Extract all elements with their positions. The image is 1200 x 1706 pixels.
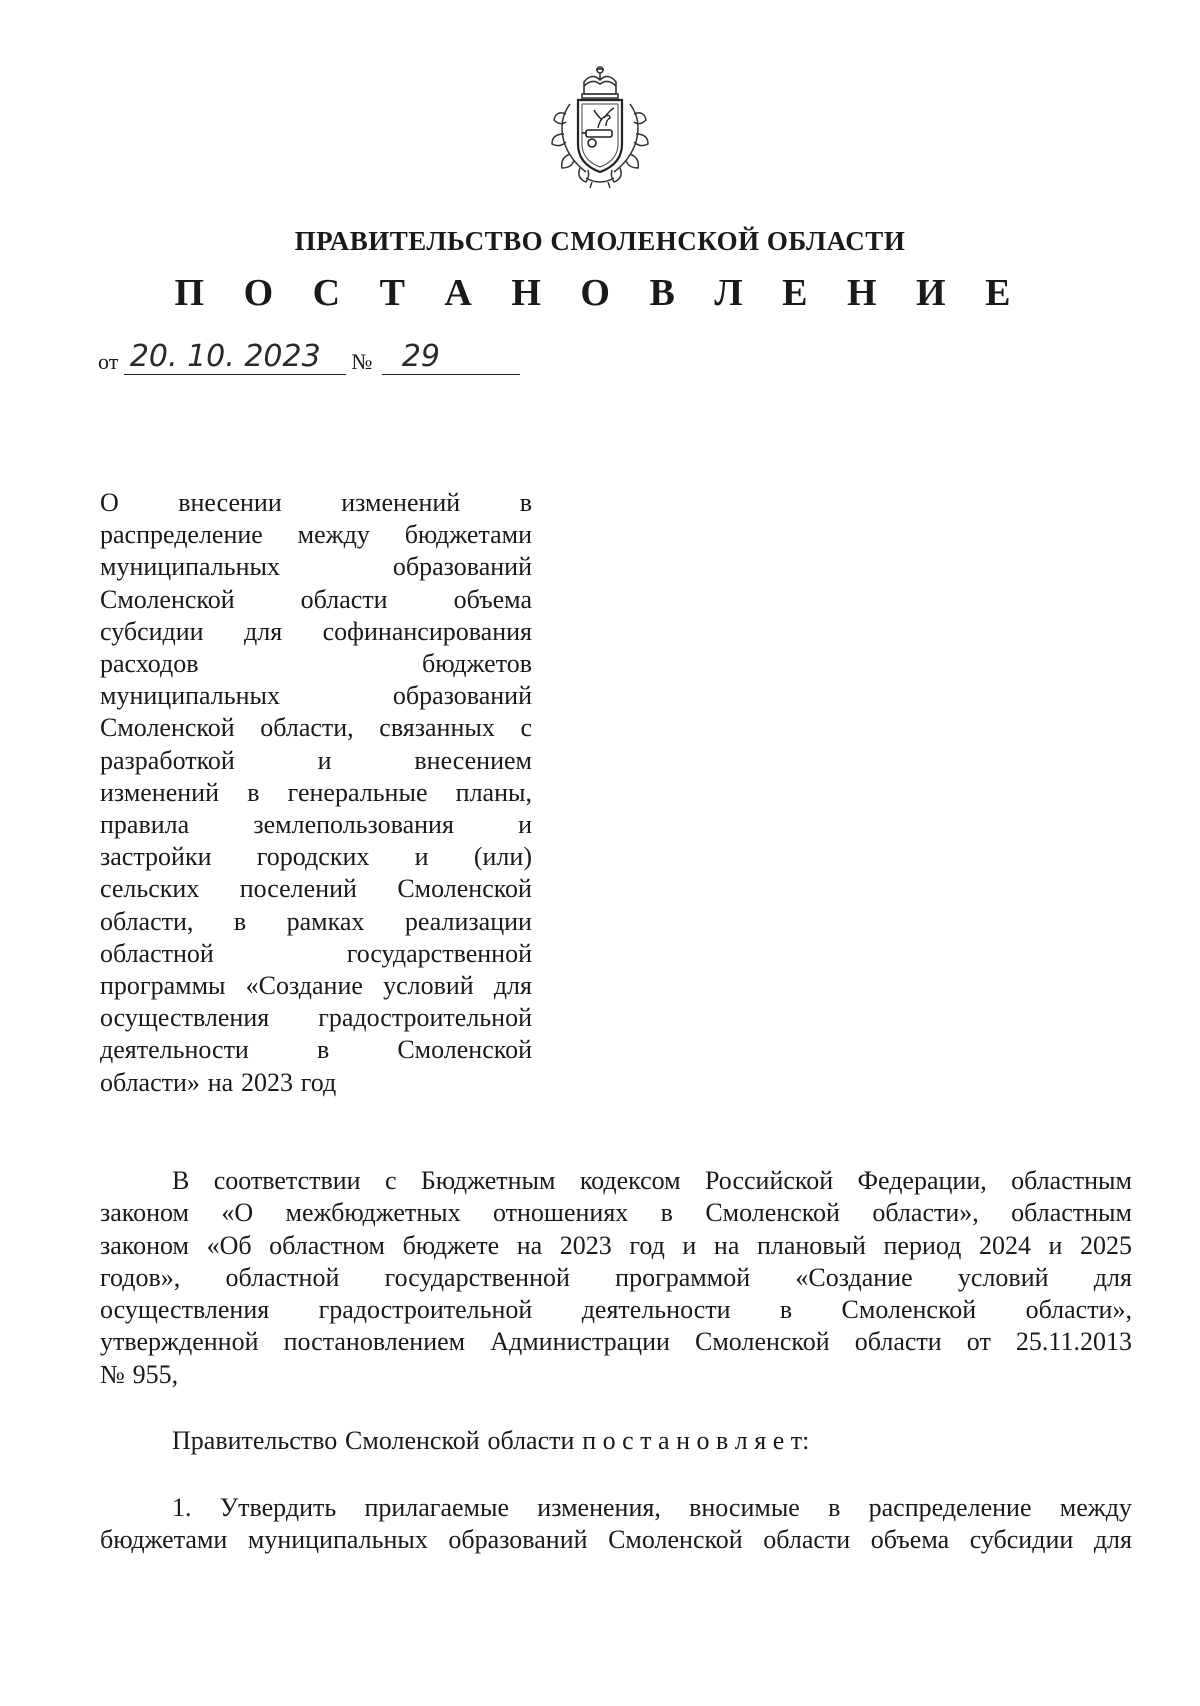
word: с: [384, 1166, 397, 1195]
word: бюджете: [402, 1230, 500, 1260]
word: связанных: [379, 713, 495, 743]
word: областным: [1011, 1166, 1132, 1195]
text-line: [100, 1326, 1132, 1358]
word: градостроительной: [318, 1295, 533, 1325]
word: бюджетами: [404, 520, 532, 550]
word: годов»,: [100, 1262, 181, 1292]
text-line: [100, 1230, 1132, 1262]
word: областным: [1011, 1198, 1132, 1228]
word: Смоленской: [345, 1426, 480, 1455]
word: области,: [100, 906, 194, 936]
word: год: [300, 1067, 337, 1097]
handwritten-date: 20. 10. 2023: [124, 340, 346, 375]
word: государственной: [346, 938, 532, 968]
word: законом: [100, 1198, 189, 1228]
number-prefix: №: [351, 349, 373, 374]
text-line: [100, 487, 532, 519]
word: области: [854, 1327, 942, 1357]
text-line: [100, 777, 532, 809]
word: и: [414, 842, 429, 872]
word: и: [518, 810, 532, 840]
word: от: [966, 1327, 991, 1357]
word: субсидии: [969, 1525, 1074, 1555]
word: внесением: [414, 745, 532, 775]
text-line: [100, 1524, 1132, 1556]
word: на: [713, 1230, 740, 1260]
word: Правительство: [172, 1426, 338, 1455]
word: и: [1048, 1230, 1063, 1260]
word: период: [883, 1230, 962, 1260]
word: осуществления: [100, 1295, 270, 1325]
word: в: [233, 906, 247, 936]
text-line: [100, 938, 532, 970]
text-line: [100, 519, 532, 551]
word: Смоленской: [397, 874, 532, 904]
word: областной: [100, 938, 214, 968]
text-line: [100, 1002, 532, 1034]
word: разработкой: [100, 745, 235, 775]
word: для: [1093, 1262, 1132, 1292]
word: муниципальных: [100, 552, 281, 582]
word: Утвердить: [219, 1493, 337, 1522]
word: соответствии: [213, 1166, 361, 1195]
text-line: [100, 1425, 1132, 1457]
word: областном: [269, 1230, 386, 1260]
word: программой: [615, 1262, 751, 1292]
word: 955,: [132, 1359, 179, 1389]
word: области»: [100, 1067, 200, 1097]
word: области»,: [1025, 1295, 1132, 1325]
word: на: [516, 1230, 543, 1260]
word: в: [519, 488, 532, 517]
word: в: [660, 1198, 673, 1228]
word: межбюджетных: [285, 1198, 461, 1228]
item-1-paragraph: [100, 1492, 1132, 1557]
word: 2023: [559, 1230, 612, 1260]
word: области,: [260, 713, 354, 743]
word: субсидии: [100, 616, 204, 646]
word: между: [297, 520, 370, 550]
word: образований: [392, 552, 532, 582]
word: распределение: [868, 1493, 1032, 1522]
word: прилагаемые: [364, 1493, 510, 1522]
word: внесении: [178, 488, 282, 517]
text-line: [100, 1294, 1132, 1326]
word: и: [317, 745, 332, 775]
word: для: [493, 971, 532, 1001]
word: деятельности: [581, 1295, 731, 1325]
word: в: [779, 1295, 793, 1325]
word: изменений: [341, 488, 461, 517]
word: правила: [100, 810, 190, 840]
word: Смоленской: [705, 1198, 840, 1228]
word: поселений: [239, 874, 357, 904]
text-line: [100, 841, 532, 873]
word: планы,: [455, 777, 532, 807]
word: области: [763, 1525, 851, 1555]
word: вносимые: [689, 1493, 800, 1522]
word: 2025: [1079, 1230, 1132, 1260]
word: в: [247, 777, 260, 807]
word: Федерации,: [857, 1166, 987, 1195]
word: софинансирования: [322, 616, 532, 646]
word: области: [300, 584, 388, 614]
text-line: [100, 745, 532, 777]
word: деятельности: [100, 1035, 249, 1065]
word: Смоленской: [100, 584, 235, 614]
word: утвержденной: [100, 1327, 259, 1357]
text-line: [100, 809, 532, 841]
word: реализации: [404, 906, 532, 936]
word: осуществления: [100, 1003, 270, 1033]
document-type-title: П О С Т А Н О В Л Е Н И Е: [174, 272, 1026, 314]
word: образований: [392, 681, 532, 711]
word: 2023: [240, 1067, 293, 1097]
text-line: [100, 1067, 532, 1099]
word: Российской: [704, 1166, 834, 1195]
word: «Создание: [795, 1262, 913, 1292]
text-line: [100, 648, 532, 680]
word: Смоленской: [100, 713, 235, 743]
word: на: [207, 1067, 234, 1097]
document-subject: [100, 487, 532, 1099]
word: условий: [957, 1262, 1049, 1292]
preamble-paragraph: [100, 1165, 1132, 1391]
text-line: [100, 1262, 1132, 1294]
word: №: [100, 1359, 125, 1389]
text-line: [100, 970, 532, 1002]
word: объема: [453, 584, 532, 614]
word: и: [682, 1230, 697, 1260]
word: градостроительной: [318, 1003, 532, 1033]
word: рамках: [286, 906, 365, 936]
text-line: [100, 584, 532, 616]
word: Смоленской: [608, 1525, 743, 1555]
word: области: [487, 1426, 575, 1455]
word: год: [629, 1230, 665, 1260]
word: программы: [100, 971, 226, 1001]
word: в: [828, 1493, 841, 1522]
word: плановый: [756, 1230, 866, 1260]
word: для: [244, 616, 283, 646]
word: государственной: [384, 1262, 570, 1292]
text-line: [100, 1034, 532, 1066]
word: условий: [383, 971, 474, 1001]
word: муниципальных: [100, 681, 281, 711]
text-line: [100, 616, 532, 648]
text-line: [100, 1197, 1132, 1229]
text-line: [100, 712, 532, 744]
word: кодексом: [579, 1166, 681, 1195]
word: для: [1093, 1525, 1132, 1555]
word: Смоленской: [841, 1295, 977, 1325]
text-line: [100, 906, 532, 938]
word: объема: [870, 1525, 950, 1555]
word: постановлением: [283, 1327, 466, 1357]
text-line: [100, 1359, 1132, 1391]
word: 1.: [172, 1493, 192, 1522]
date-number-line: [98, 340, 520, 375]
word: (или): [473, 842, 532, 872]
word: между: [1059, 1493, 1132, 1522]
word: «Об: [206, 1230, 252, 1260]
resolve-paragraph: [100, 1425, 1132, 1457]
word: 25.11.2013: [1015, 1327, 1132, 1357]
word: бюджетами: [100, 1525, 228, 1555]
word: законом: [100, 1230, 189, 1260]
word: областной: [225, 1262, 340, 1292]
word: распределение: [100, 520, 263, 550]
word: изменения,: [537, 1493, 661, 1522]
word: В: [172, 1166, 190, 1195]
word: городских: [256, 842, 370, 872]
word: Смоленской: [397, 1035, 532, 1065]
text-line: [100, 873, 532, 905]
word: Администрации: [490, 1327, 670, 1357]
word: расходов: [100, 649, 199, 679]
word: 2024: [978, 1230, 1031, 1260]
word: Бюджетным: [420, 1166, 556, 1195]
word: Смоленской: [695, 1327, 830, 1357]
word: бюджетов: [421, 649, 532, 679]
government-title: ПРАВИТЕЛЬСТВО СМОЛЕНСКОЙ ОБЛАСТИ: [294, 226, 906, 256]
word: области»,: [872, 1198, 979, 1228]
word: землепользования: [253, 810, 454, 840]
handwritten-number: 29: [382, 340, 520, 375]
word: отношениях: [493, 1198, 629, 1228]
word: с: [520, 713, 532, 743]
date-prefix: от: [98, 349, 119, 374]
word: сельских: [100, 874, 200, 904]
word: «Создание: [245, 971, 363, 1001]
word: п о с т а н о в л я е т:: [582, 1426, 810, 1455]
smolensk-coat-of-arms-icon: [540, 60, 660, 190]
text-line: [100, 1165, 1132, 1197]
word: изменений: [100, 777, 220, 807]
word: «О: [221, 1198, 254, 1228]
text-line: [100, 1492, 1132, 1524]
word: образований: [448, 1525, 588, 1555]
word: муниципальных: [247, 1525, 428, 1555]
word: генеральные: [287, 777, 428, 807]
word: застройки: [100, 842, 212, 872]
text-line: [100, 680, 532, 712]
word: в: [316, 1035, 330, 1065]
text-line: [100, 551, 532, 583]
word: О: [100, 488, 119, 517]
